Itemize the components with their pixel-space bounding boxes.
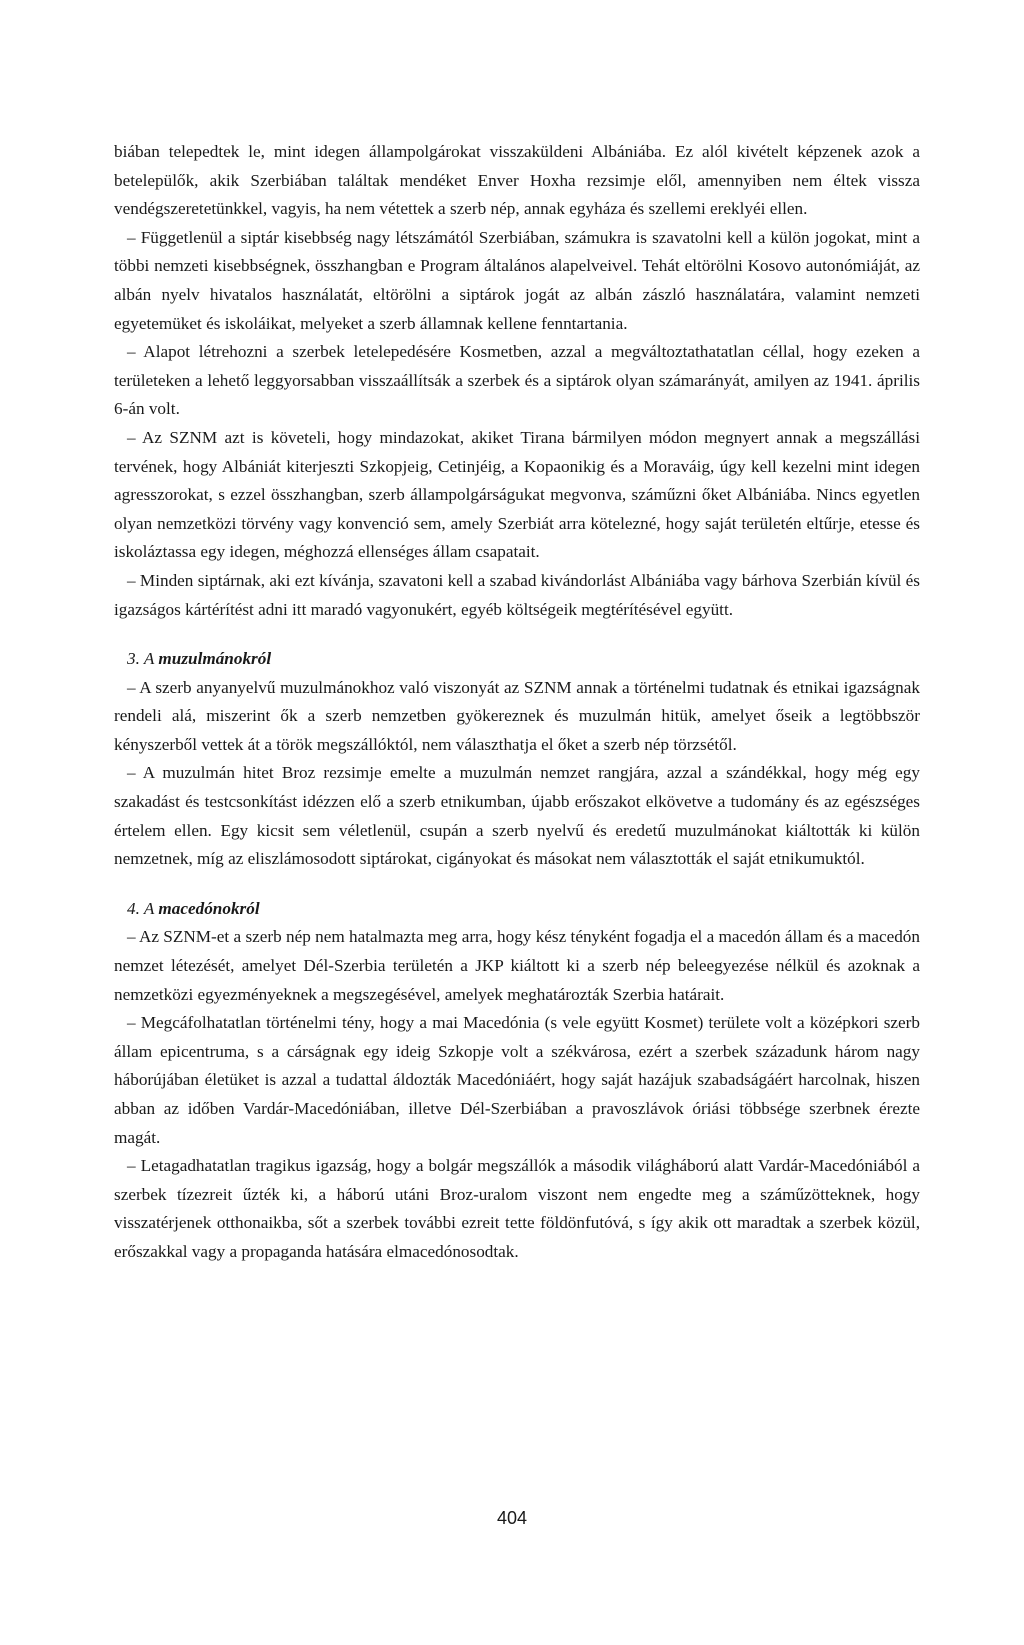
section-number: 4. (127, 898, 140, 918)
section-heading-3 (127, 645, 920, 674)
page-body (114, 138, 920, 1267)
page-number: 404 (496, 1508, 528, 1528)
paragraph: – A muzulmán hitet Broz rezsimje emelte a muzulmán nemzet rangjára, azzal a szándékkal, hogy még egy szakadást és testcsonkítást idézzen elő a szerb etnikumban, újabb erőszakot elkövetve a tudomány és az egészséges értelem ellen. Egy kicsit sem véletlenül, csupán a szerb nyelvű és eredetű muzulmánokat kiáltották ki külön nemzetnek, míg az eliszlámosodott siptárokat, cigányokat és másokat nem választották el saját etnikumuktól. (114, 763, 920, 869)
section-heading-4 (127, 895, 920, 924)
section-title-prefix: A (143, 898, 159, 918)
paragraph: – Letagadhatatlan tragikus igazság, hogy a bolgár megszállók a második világháború alatt Vardár-Macedóniából a szerbek tízezreit űzték ki, a háború utáni Broz-uralom viszont nem engedte meg a száműzötteknek, hogy visszatérjenek otthonaikba, sőt a szerbek további ezreit tette földönfutóvá, s így akik ott maradtak a szerbek közül, erőszakkal vagy a propaganda hatására elmacedónosodtak. (114, 1156, 920, 1261)
section-number: 3. (127, 649, 140, 669)
section-title-emphasis: muzulmánokról (158, 649, 272, 669)
paragraph: biában telepedtek le, mint idegen állampolgárokat visszaküldeni Albániába. Ez alól kivételt képzenek azok a betelepülők, akik Szerbiában találtak mendéket Enver Hoxha rezsimje elől, amennyiben nem éltek vissza vendégszeretetünkkel, vagyis, ha nem vétettek a szerb nép, annak egyháza és szellemi ereklyéi ellen. (114, 142, 920, 219)
paragraph: – Minden siptárnak, aki ezt kívánja, szavatoni kell a szabad kivándorlást Albániába vagy bárhova Szerbián kívül és igazságos kártérítést adni itt maradó vagyonukért, egyéb költségeik megtérítésével együtt. (114, 570, 920, 619)
paragraph: – Alapot létrehozni a szerbek letelepedésére Kosmetben, azzal a megváltoztathatatlan céllal, hogy ezeken a területeken a lehető leggyorsabban visszaállítsák a szerbek és a siptárok olyan számarányát, amilyen az 1941. április 6-án volt. (114, 342, 920, 419)
paragraph: – Megcáfolhatatlan történelmi tény, hogy a mai Macedónia (s vele együtt Kosmet) területe volt a középkori szerb állam epicentruma, s a cárságnak egy ideig Szkopje volt a székvárosa, ezért a szerbek századunk három nagy háborújában életüket is azzal a tudattal áldozták Macedóniáért, hogy saját hazájuk szabadságáért harcolnak, hiszen abban az időben Vardár-Macedóniában, illetve Dél-Szerbiában a pravoszlávok óriási többsége szerbnek érezte magát. (114, 1013, 920, 1147)
section-title-prefix: A (143, 649, 159, 669)
paragraph: – A szerb anyanyelvű muzulmánokhoz való viszonyát az SZNM annak a történelmi tudatnak és etnikai igazságnak rendeli alá, miszerint ők a szerb nemzetben gyökereznek és muzulmán hitük, amelyet őseik a legtöbbször kényszerből vettek át a török megszállóktól, nem választhatja el őket a szerb nép törzsétől. (114, 677, 920, 754)
paragraph: – Az SZNM-et a szerb nép nem hatalmazta meg arra, hogy kész tényként fogadja el a macedón állam és a macedón nemzet létezését, amelyet Dél-Szerbia területén a JKP kiáltott ki a szerb nép beleegyezése nélkül és azoknak a nemzetközi egyezményeknek a megszegésével, amelyek meghatározták Szerbia határait. (114, 927, 920, 1004)
section-title-emphasis: macedónokról (158, 898, 260, 918)
paragraph: – Az SZNM azt is követeli, hogy mindazokat, akiket Tirana bármilyen módon megnyert annak a megszállási tervének, hogy Albániát kiterjeszti Szkopjeig, Cetinjéig, a Kopaonikig és a Moraváig, úgy kell kezelni mint idegen agresszorokat, s ezzel összhangban, szerb állampolgárságukat megvonva, száműzni őket Albániába. Nincs egyetlen olyan nemzetközi törvény vagy konvenció sem, amely Szerbiát arra kötelezné, hogy saját területén eltűrje, etesse és iskoláztassa egy idegen, méghozzá ellenséges állam csapatait. (114, 427, 920, 562)
paragraph: – Függetlenül a siptár kisebbség nagy létszámától Szerbiában, számukra is szavatolni kell a külön jogokat, mint a többi nemzeti kisebbségnek, összhangban e Program általános alapelveivel. Tehát eltörölni Kosovo autonómiáját, az albán nyelv hivatalos használatát, eltörölni a siptárok jogát az albán zászló használatára, valamint nemzeti egyetemüket és iskoláikat, melyeket a szerb államnak kellene fenntartania. (114, 227, 920, 333)
